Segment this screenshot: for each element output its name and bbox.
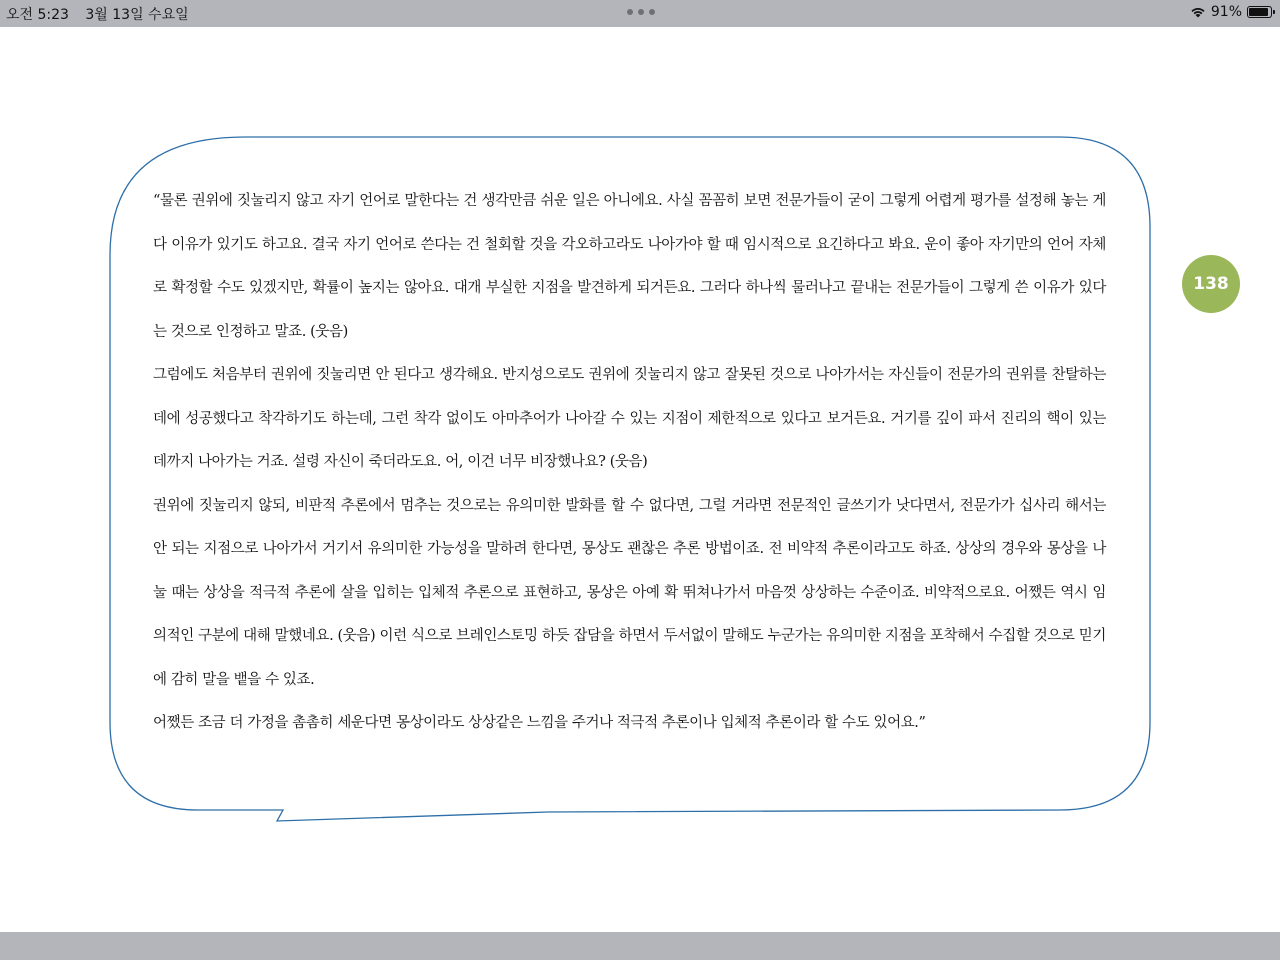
quote-paragraph-1: “물론 권위에 짓눌리지 않고 자기 언어로 말한다는 건 생각만큼 쉬운 일은 아니에요. 사실 꼼꼼히 보면 전문가들이 굳이 그렇게 어렵게 평가를 설정해 놓는 게 다 이유가 있기도 하고요. 결국 자기 언어로 쓴다는 건 철회할 것을 각오하고라도 나아가야 할 때 임시적으로 요긴하다고 봐요. 운이 좋아 자기만의 언어 자체로 확정할 수도 있겠지만, 확률이 높지는 않아요. 대개 부실한 지점을 발견하게 되거든요. 그러다 하나씩 물러나고 끝내는 전문가들이 그렇게 쓴 이유가 있다는 것으로 인정하고 말죠. (웃음) — [153, 193, 1106, 340]
bottom-bar — [0, 932, 1280, 960]
page-number-badge: 138 — [1182, 255, 1240, 313]
quote-paragraph-4: 어쨌든 조금 더 가정을 촘촘히 세운다면 몽상이라도 상상같은 느낌을 주거나 적극적 추론이나 입체적 추론이라 할 수도 있어요.” — [153, 715, 926, 731]
quote-paragraph-3: 권위에 짓눌리지 않되, 비판적 추론에서 멈추는 것으로는 유의미한 발화를 할 수 없다면, 그럴 거라면 전문적인 글쓰기가 낫다면서, 전문가가 십사리 해서는 안 되는 지점으로 나아가서 거기서 유의미한 가능성을 말하려 한다면, 몽상도 괜찮은 추론 방법이죠. 전 비약적 추론이라고도 하죠. 상상의 경우와 몽상을 나눌 때는 상상을 적극적 추론에 살을 입히는 입체적 추론으로 표현하고, 몽상은 아예 확 뛰쳐나가서 마음껏 상상하는 수준이죠. 비약적으로요. 어쨌든 역시 임의적인 구분에 대해 말했네요. (웃음) 이런 식으로 브레인스토밍 하듯 잡담을 하면서 두서없이 말해도 누군가는 유의미한 지점을 포착해서 수집할 것으로 믿기에 감히 말을 뱉을 수 있죠. — [153, 497, 1106, 688]
quote-paragraph-2: 그럼에도 처음부터 권위에 짓눌리면 안 된다고 생각해요. 반지성으로도 권위에 짓눌리지 않고 잘못된 것으로 나아가서는 자신들이 전문가의 권위를 찬탈하는 데에 성공했다고 착각하기도 하는데, 그런 착각 없이도 아마추어가 나아갈 수 있는 지점이 제한적으로 있다고 보거든요. 거기를 깊이 파서 진리의 핵이 있는 데까지 나아가는 거죠. 설령 자신이 죽더라도요. 어, 이건 너무 비장했나요? (웃음) — [153, 367, 1106, 470]
status-date: 3월 13일 수요일 — [85, 7, 189, 23]
battery-percent: 91% — [1210, 4, 1242, 20]
quote-text — [153, 180, 1106, 746]
status-time: 오전 5:23 — [6, 7, 69, 23]
